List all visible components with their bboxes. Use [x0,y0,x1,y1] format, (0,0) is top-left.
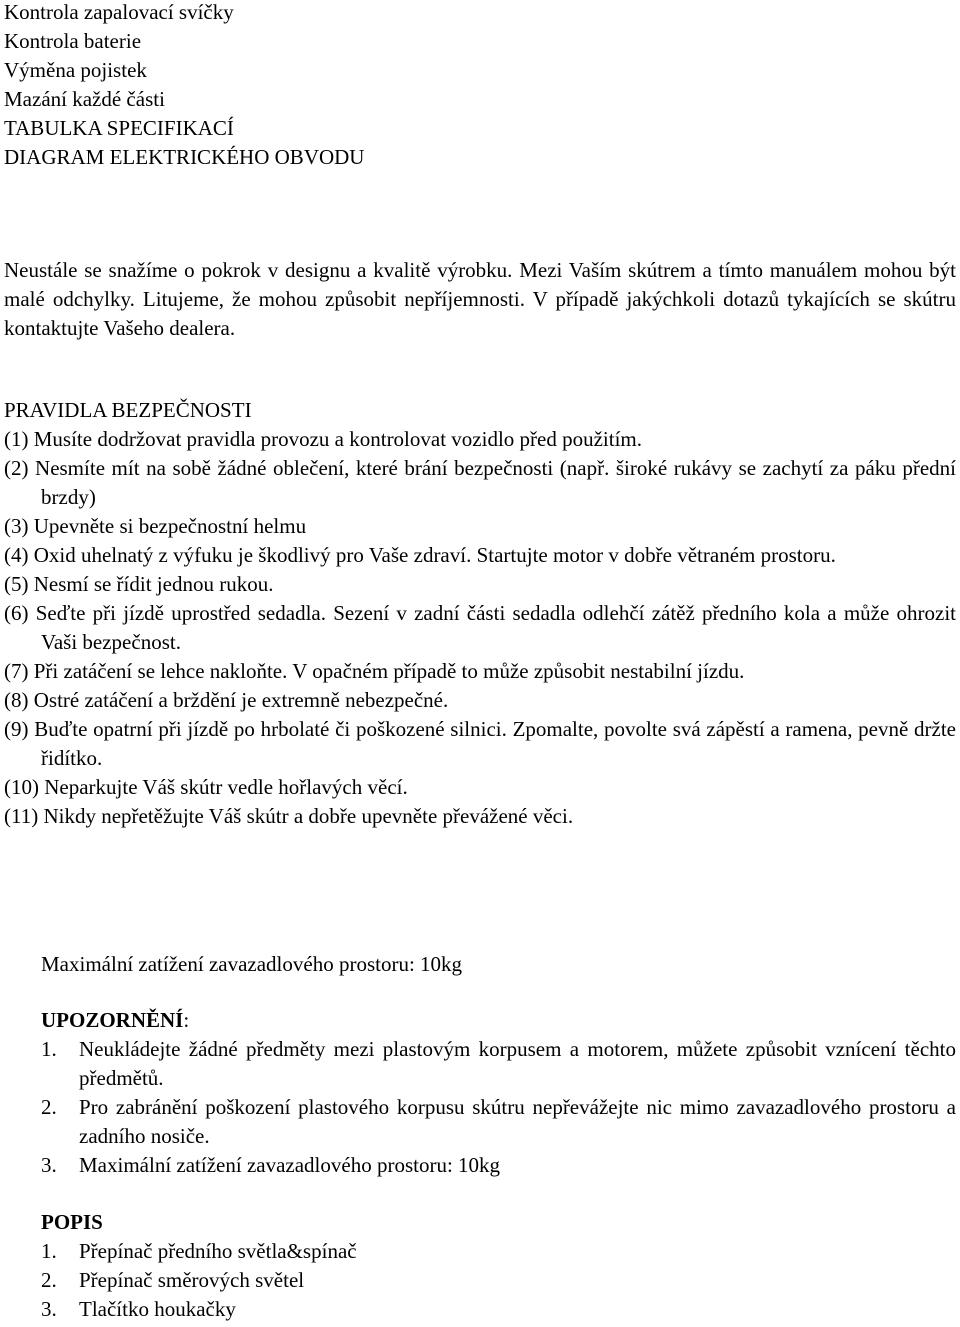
description-item-number: 2. [41,1268,57,1292]
warning-item-text: Neukládejte žádné předměty mezi plastovým korpusem a motorem, můžete způsobit vznícení těchto předmětů. [79,1037,956,1090]
description-item-text: Přepínač směrových světel [79,1268,305,1292]
max-load-note: Maximální zatížení zavazadlového prostoru: 10kg [41,952,463,976]
warning-item [41,1035,956,1093]
safety-rules-list [4,425,956,831]
warning-heading [41,1006,956,1035]
contents-item: Kontrola baterie [4,29,142,53]
description-section [41,1208,956,1324]
safety-rules-section [4,396,956,831]
intro-section [4,256,956,343]
description-heading: POPIS [41,1210,103,1234]
warning-item-number: 3. [41,1153,57,1177]
description-item-text: Tlačítko houkačky [79,1297,236,1321]
description-item [41,1266,956,1295]
safety-rule: (10) Neparkujte Váš skútr vedle hořlavých věcí. [4,775,408,799]
contents-item: Mazání každé části [4,87,165,111]
contents-item: Výměna pojistek [4,58,147,82]
description-item [41,1295,956,1324]
description-item-number: 1. [41,1239,57,1263]
safety-rule: (6) Seďte při jízdě uprostřed sedadla. Sezení v zadní části sedadla odlehčí zátěž předního kola a může ohrozit Vaši bezpečnost. [4,601,956,654]
intro-paragraph: Neustále se snažíme o pokrok v designu a kvalitě výrobku. Mezi Vaším skútrem a tímto manuálem mohou být malé odchylky. Litujeme, že mohou způsobit nepříjemnosti. V případě jakýchkoli dotazů tykajících se skútru kontaktujte Vašeho dealera. [4,258,956,340]
safety-rule: (11) Nikdy nepřetěžujte Váš skútr a dobře upevněte převážené věci. [4,804,574,828]
safety-rule: (2) Nesmíte mít na sobě žádné oblečení, které brání bezpečnosti (např. široké rukávy se zachytí za páku přední brzdy) [4,456,956,509]
safety-rule: (5) Nesmí se řídit jednou rukou. [4,572,274,596]
warning-item-text: Pro zabránění poškození plastového korpusu skútru nepřevážejte nic mimo zavazadlového prostoru a zadního nosiče. [79,1095,956,1148]
safety-rule: (4) Oxid uhelnatý z výfuku je škodlivý pro Vaše zdraví. Startujte motor v dobře větraném prostoru. [4,543,836,567]
contents-item: TABULKA SPECIFIKACÍ [4,116,234,140]
contents-item: Kontrola zapalovací svíčky [4,0,234,24]
safety-rule: (8) Ostré zatáčení a brždění je extremně nebezpečné. [4,688,449,712]
description-item-number: 3. [41,1297,57,1321]
warning-item-text: Maximální zatížení zavazadlového prostoru: 10kg [79,1153,501,1177]
safety-rule: (7) Při zatáčení se lehce nakloňte. V opačném případě to může způsobit nestabilní jízdu. [4,659,745,683]
contents-list [4,0,364,172]
safety-rule: (3) Upevněte si bezpečnostní helmu [4,514,307,538]
safety-rule: (1) Musíte dodržovat pravidla provozu a kontrolovat vozidlo před použitím. [4,427,643,451]
description-item-text: Přepínač předního světla&spínač [79,1239,357,1263]
safety-rule: (9) Buďte opatrní při jízdě po hrbolaté či poškozené silnici. Zpomalte, povolte svá zápěstí a ramena, pevně držte řidítko. [4,717,956,770]
warning-item-number: 1. [41,1037,57,1061]
warning-heading-text: UPOZORNĚNÍ [41,1008,184,1032]
warning-item [41,1093,956,1151]
description-list [41,1237,956,1324]
warning-list [41,1035,956,1180]
contents-item: DIAGRAM ELEKTRICKÉHO OBVODU [4,145,365,169]
warning-section [41,1006,956,1180]
warning-item [41,1151,956,1180]
safety-rules-heading: PRAVIDLA BEZPEČNOSTI [4,398,252,422]
warning-item-number: 2. [41,1095,57,1119]
warning-heading-colon: : [183,1008,190,1032]
description-item [41,1237,956,1266]
